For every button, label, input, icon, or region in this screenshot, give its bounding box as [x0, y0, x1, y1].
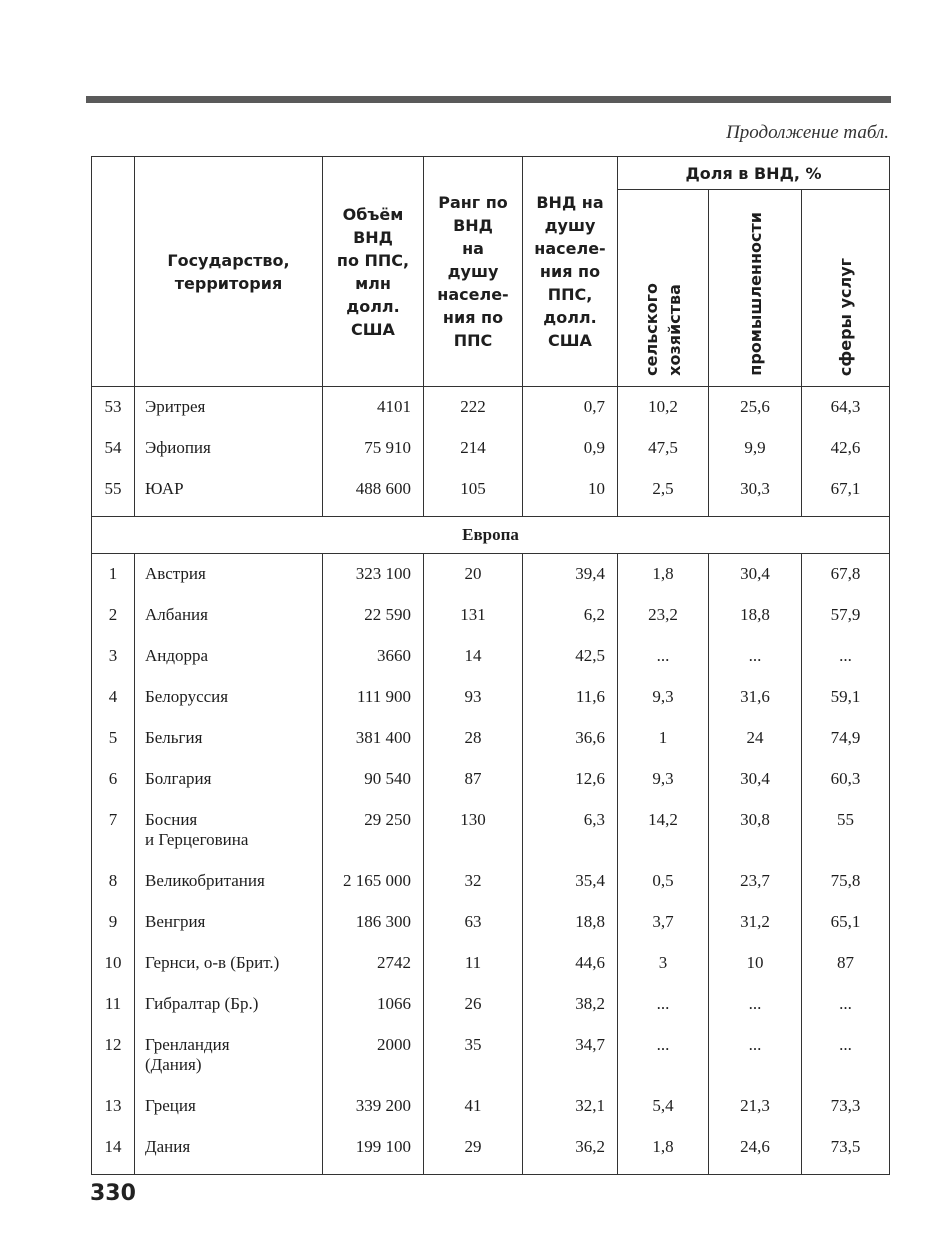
table-row [92, 683, 890, 724]
table-row [92, 1133, 890, 1175]
country-name: Албания [135, 601, 323, 642]
share-agriculture: 1,8 [618, 1133, 709, 1175]
row-number: 1 [92, 554, 135, 602]
table-continuation-caption: Продолжение табл. [726, 122, 889, 143]
gni-rank: 14 [424, 642, 523, 683]
header-volume: Объём ВНД по ППС, млн долл. США [323, 157, 424, 387]
share-services: 42,6 [802, 434, 890, 475]
share-industry: 10 [709, 949, 802, 990]
table-row [92, 867, 890, 908]
gni-per-capita: 38,2 [523, 990, 618, 1031]
share-agriculture: 0,5 [618, 867, 709, 908]
gni-volume: 29 250 [323, 806, 424, 867]
share-industry: 31,6 [709, 683, 802, 724]
row-number: 9 [92, 908, 135, 949]
gni-rank: 105 [424, 475, 523, 517]
gni-per-capita: 6,3 [523, 806, 618, 867]
gni-volume: 22 590 [323, 601, 424, 642]
gni-volume: 90 540 [323, 765, 424, 806]
row-number: 3 [92, 642, 135, 683]
table-row [92, 806, 890, 867]
gni-volume: 381 400 [323, 724, 424, 765]
share-industry: 24 [709, 724, 802, 765]
top-rule [86, 96, 891, 103]
share-services: ... [802, 1031, 890, 1092]
country-name: Белоруссия [135, 683, 323, 724]
country-name: Болгария [135, 765, 323, 806]
gni-rank: 32 [424, 867, 523, 908]
gni-volume: 75 910 [323, 434, 424, 475]
gni-per-capita: 42,5 [523, 642, 618, 683]
gni-per-capita: 10 [523, 475, 618, 517]
row-number: 11 [92, 990, 135, 1031]
country-name: Андорра [135, 642, 323, 683]
gni-volume: 2 165 000 [323, 867, 424, 908]
share-agriculture: 1,8 [618, 554, 709, 602]
gni-table [91, 156, 890, 1175]
header-industry: промышленности [709, 190, 802, 387]
gni-rank: 87 [424, 765, 523, 806]
share-agriculture: 2,5 [618, 475, 709, 517]
gni-rank: 11 [424, 949, 523, 990]
table-row [92, 765, 890, 806]
table-row [92, 1031, 890, 1092]
share-industry: 30,4 [709, 554, 802, 602]
share-agriculture: 5,4 [618, 1092, 709, 1133]
gni-rank: 20 [424, 554, 523, 602]
table-row [92, 1092, 890, 1133]
row-number: 4 [92, 683, 135, 724]
share-services: 73,3 [802, 1092, 890, 1133]
row-number: 13 [92, 1092, 135, 1133]
gni-per-capita: 36,2 [523, 1133, 618, 1175]
gni-volume: 2742 [323, 949, 424, 990]
gni-per-capita: 39,4 [523, 554, 618, 602]
gni-per-capita: 34,7 [523, 1031, 618, 1092]
share-agriculture: 23,2 [618, 601, 709, 642]
table-row [92, 642, 890, 683]
share-services: 60,3 [802, 765, 890, 806]
row-number: 12 [92, 1031, 135, 1092]
gni-volume: 339 200 [323, 1092, 424, 1133]
share-agriculture: ... [618, 642, 709, 683]
share-agriculture: 14,2 [618, 806, 709, 867]
row-number: 7 [92, 806, 135, 867]
table-row [92, 554, 890, 602]
table-row [92, 724, 890, 765]
country-name: Греция [135, 1092, 323, 1133]
row-number: 6 [92, 765, 135, 806]
gni-rank: 214 [424, 434, 523, 475]
table-row [92, 908, 890, 949]
share-industry: 18,8 [709, 601, 802, 642]
share-services: ... [802, 642, 890, 683]
gni-per-capita: 6,2 [523, 601, 618, 642]
share-industry: 30,8 [709, 806, 802, 867]
header-rank: Ранг по ВНД на душу населе- ния по ППС [424, 157, 523, 387]
header-services: сферы услуг [802, 190, 890, 387]
country-name: Австрия [135, 554, 323, 602]
country-name: Великобритания [135, 867, 323, 908]
share-services: 65,1 [802, 908, 890, 949]
share-industry: 21,3 [709, 1092, 802, 1133]
gni-rank: 63 [424, 908, 523, 949]
gni-volume: 4101 [323, 387, 424, 435]
gni-volume: 1066 [323, 990, 424, 1031]
row-number: 10 [92, 949, 135, 990]
header-country: Государство, территория [135, 157, 323, 387]
header-share: Доля в ВНД, % [618, 157, 890, 190]
share-services: ... [802, 990, 890, 1031]
share-industry: ... [709, 990, 802, 1031]
country-name: Гибралтар (Бр.) [135, 990, 323, 1031]
gni-per-capita: 44,6 [523, 949, 618, 990]
header-per-capita: ВНД на душу населе- ния по ППС, долл. США [523, 157, 618, 387]
country-name: Гернси, о-в (Брит.) [135, 949, 323, 990]
country-name: Эритрея [135, 387, 323, 435]
country-name: Гренландия (Дания) [135, 1031, 323, 1092]
share-services: 57,9 [802, 601, 890, 642]
row-number: 5 [92, 724, 135, 765]
gni-per-capita: 0,9 [523, 434, 618, 475]
africa-rows [92, 387, 890, 517]
share-services: 75,8 [802, 867, 890, 908]
gni-per-capita: 0,7 [523, 387, 618, 435]
gni-volume: 199 100 [323, 1133, 424, 1175]
table-row [92, 387, 890, 435]
page-number: 330 [90, 1181, 136, 1206]
share-industry: ... [709, 642, 802, 683]
gni-rank: 131 [424, 601, 523, 642]
gni-per-capita: 18,8 [523, 908, 618, 949]
table-row [92, 475, 890, 517]
share-agriculture: 47,5 [618, 434, 709, 475]
gni-per-capita: 36,6 [523, 724, 618, 765]
share-agriculture: 9,3 [618, 765, 709, 806]
table-header [92, 157, 890, 387]
gni-rank: 130 [424, 806, 523, 867]
table-row [92, 601, 890, 642]
country-name: Дания [135, 1133, 323, 1175]
share-agriculture: ... [618, 1031, 709, 1092]
gni-volume: 111 900 [323, 683, 424, 724]
country-name: Бельгия [135, 724, 323, 765]
share-agriculture: 3,7 [618, 908, 709, 949]
row-number: 14 [92, 1133, 135, 1175]
gni-per-capita: 11,6 [523, 683, 618, 724]
country-name: Венгрия [135, 908, 323, 949]
header-agriculture: сельского хозяйства [618, 190, 709, 387]
share-agriculture: 9,3 [618, 683, 709, 724]
gni-volume: 186 300 [323, 908, 424, 949]
share-services: 55 [802, 806, 890, 867]
share-agriculture: ... [618, 990, 709, 1031]
gni-per-capita: 35,4 [523, 867, 618, 908]
gni-rank: 41 [424, 1092, 523, 1133]
header-number [92, 157, 135, 387]
row-number: 53 [92, 387, 135, 435]
share-agriculture: 1 [618, 724, 709, 765]
share-services: 64,3 [802, 387, 890, 435]
row-number: 55 [92, 475, 135, 517]
table-row [92, 434, 890, 475]
gni-rank: 26 [424, 990, 523, 1031]
row-number: 54 [92, 434, 135, 475]
share-services: 67,1 [802, 475, 890, 517]
gni-volume: 488 600 [323, 475, 424, 517]
share-services: 67,8 [802, 554, 890, 602]
row-number: 2 [92, 601, 135, 642]
share-services: 87 [802, 949, 890, 990]
gni-rank: 35 [424, 1031, 523, 1092]
share-agriculture: 10,2 [618, 387, 709, 435]
share-services: 73,5 [802, 1133, 890, 1175]
country-name: ЮАР [135, 475, 323, 517]
gni-per-capita: 32,1 [523, 1092, 618, 1133]
gni-rank: 93 [424, 683, 523, 724]
share-industry: ... [709, 1031, 802, 1092]
share-services: 74,9 [802, 724, 890, 765]
share-industry: 25,6 [709, 387, 802, 435]
gni-volume: 2000 [323, 1031, 424, 1092]
gni-rank: 29 [424, 1133, 523, 1175]
gni-volume: 323 100 [323, 554, 424, 602]
section-title: Европа [92, 517, 890, 554]
table-row [92, 949, 890, 990]
gni-rank: 28 [424, 724, 523, 765]
gni-per-capita: 12,6 [523, 765, 618, 806]
share-industry: 30,3 [709, 475, 802, 517]
country-name: Эфиопия [135, 434, 323, 475]
country-name: Босния и Герцеговина [135, 806, 323, 867]
row-number: 8 [92, 867, 135, 908]
share-industry: 31,2 [709, 908, 802, 949]
share-industry: 23,7 [709, 867, 802, 908]
gni-volume: 3660 [323, 642, 424, 683]
gni-rank: 222 [424, 387, 523, 435]
share-industry: 9,9 [709, 434, 802, 475]
europe-rows [92, 554, 890, 1175]
share-industry: 24,6 [709, 1133, 802, 1175]
share-industry: 30,4 [709, 765, 802, 806]
share-agriculture: 3 [618, 949, 709, 990]
share-services: 59,1 [802, 683, 890, 724]
table-row [92, 990, 890, 1031]
section-europe [92, 517, 890, 554]
